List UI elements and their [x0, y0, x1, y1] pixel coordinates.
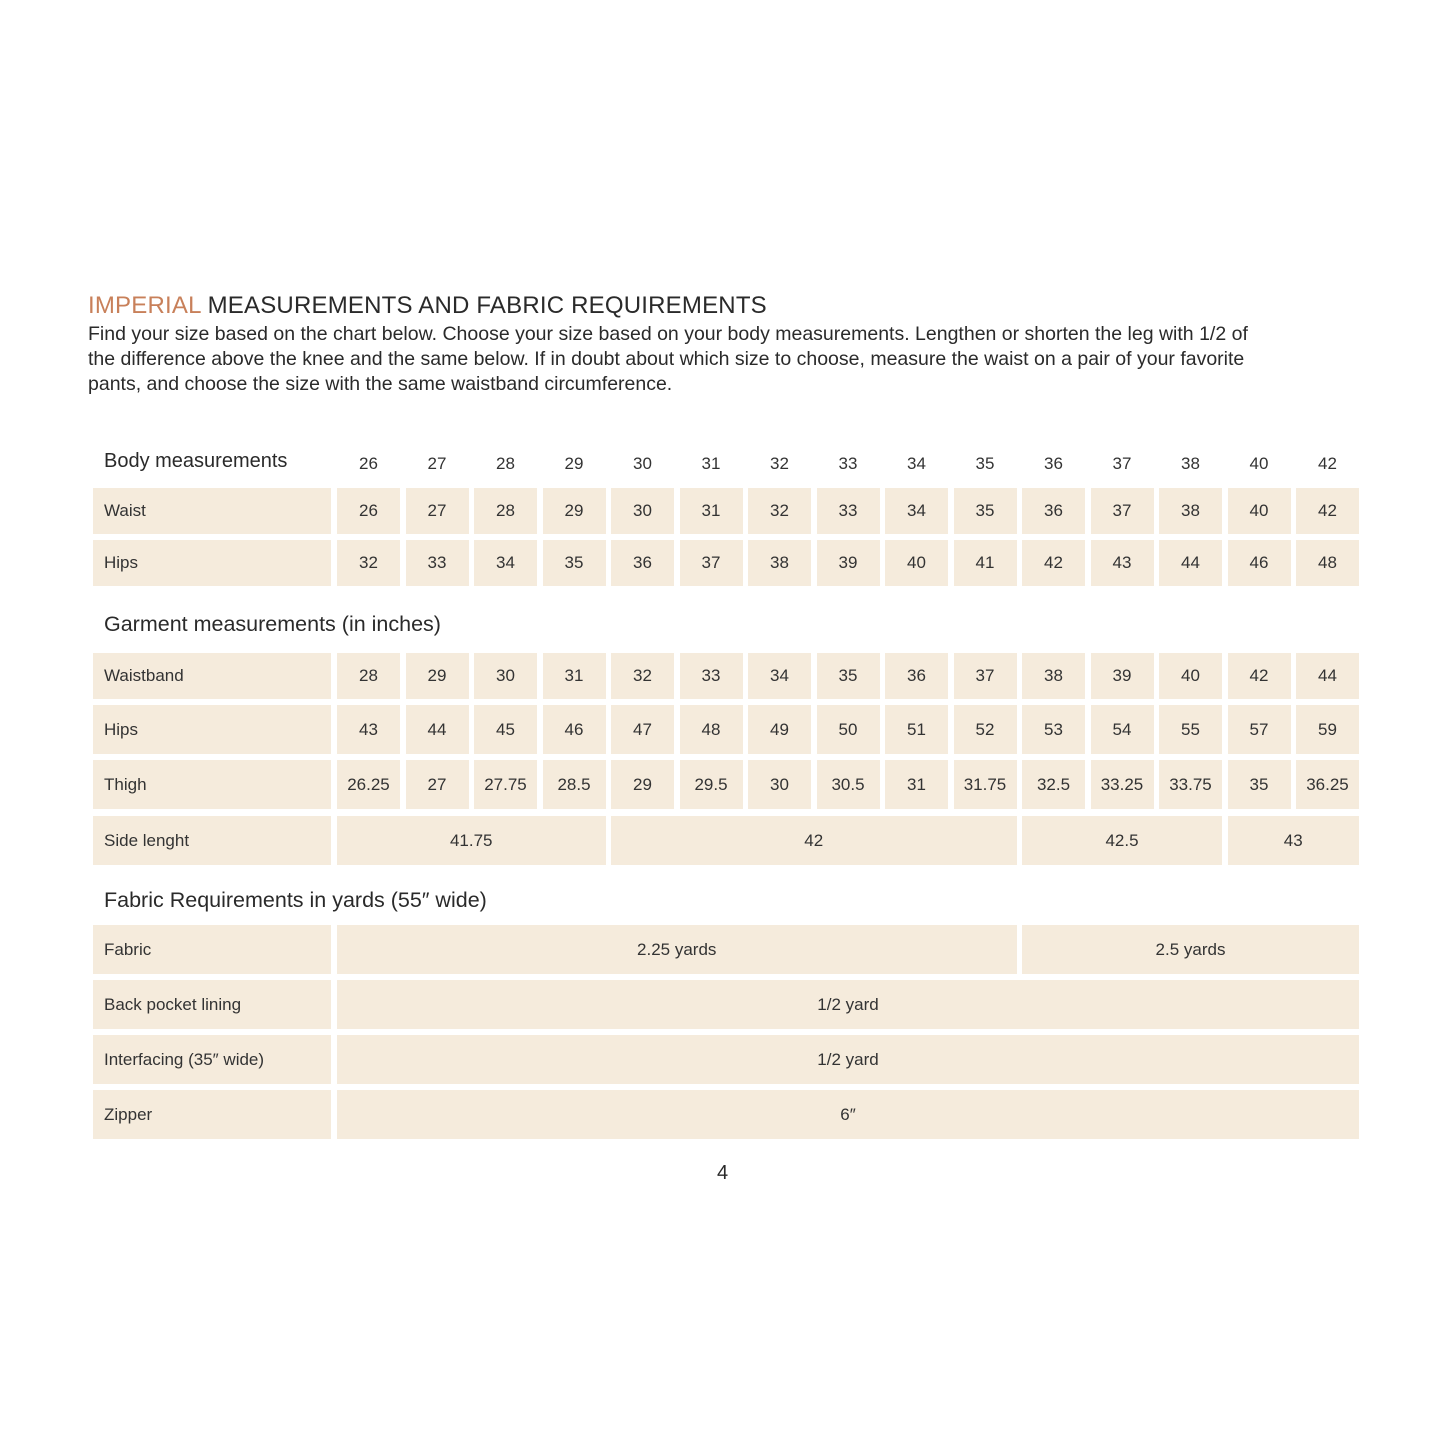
page-title: [88, 292, 767, 320]
size-header: 26: [359, 454, 378, 473]
row-label: Fabric: [93, 925, 331, 974]
table-cell: 35: [954, 488, 1017, 534]
table-cell: 32: [748, 488, 811, 534]
size-header: 40: [1249, 454, 1269, 473]
table-cell: 34: [748, 653, 811, 699]
size-header: 36: [1044, 454, 1063, 473]
size-header: 38: [1181, 454, 1200, 473]
table-cell: 35: [543, 540, 606, 586]
table-cell: 35: [817, 653, 880, 699]
table-cell: 48: [1296, 540, 1359, 586]
table-cell: 43: [1091, 540, 1154, 586]
table-cell: 57: [1228, 705, 1291, 754]
table-cell: 50: [817, 705, 880, 754]
size-header: 42: [1318, 454, 1337, 473]
table-cell: 52: [954, 705, 1017, 754]
table-cell: 33: [817, 488, 880, 534]
table-cell: 29: [611, 760, 674, 809]
table-cell: 53: [1022, 705, 1085, 754]
row-label: Thigh: [93, 760, 331, 809]
merged-cell: 6″: [337, 1090, 1359, 1139]
table-cell: 39: [817, 540, 880, 586]
table-cell: 31: [543, 653, 606, 699]
table-cell: 27.75: [474, 760, 537, 809]
merged-cell: 41.75: [337, 816, 606, 865]
table-cell: 44: [1296, 653, 1359, 699]
table-cell: 31: [885, 760, 948, 809]
table-cell: 28: [474, 488, 537, 534]
table-cell: 51: [885, 705, 948, 754]
table-cell: 38: [1022, 653, 1085, 699]
table-cell: 37: [680, 540, 743, 586]
table-cell: 38: [748, 540, 811, 586]
row-label: Zipper: [93, 1090, 331, 1139]
table-cell: 34: [885, 488, 948, 534]
table-cell: 42: [1296, 488, 1359, 534]
body-measurements-label: Body measurements: [104, 450, 288, 472]
table-cell: 55: [1159, 705, 1222, 754]
fabric-heading: Fabric Requirements in yards (55″ wide): [104, 888, 487, 912]
table-cell: 27: [406, 760, 469, 809]
merged-cell: 42.5: [1022, 816, 1222, 865]
size-header: 34: [907, 454, 926, 473]
size-header: 30: [633, 454, 652, 473]
page-number: 4: [716, 1162, 729, 1184]
intro-line: the difference above the knee and the same below. If in doubt about which size to choose, measure the waist on a pair of your favorite: [88, 348, 1245, 370]
table-cell: 28: [337, 653, 400, 699]
merged-cell: 1/2 yard: [337, 980, 1359, 1029]
table-cell: 27: [406, 488, 469, 534]
table-cell: 43: [337, 705, 400, 754]
table-cell: 29: [543, 488, 606, 534]
table-cell: 54: [1091, 705, 1154, 754]
size-header: 32: [770, 454, 789, 473]
merged-cell: 2.5 yards: [1022, 925, 1359, 974]
table-cell: 36: [885, 653, 948, 699]
table-cell: 37: [954, 653, 1017, 699]
table-cell: 28.5: [543, 760, 606, 809]
table-cell: 47: [611, 705, 674, 754]
table-cell: 45: [474, 705, 537, 754]
table-cell: 33: [680, 653, 743, 699]
row-label: Hips: [93, 705, 331, 754]
table-cell: 40: [1159, 653, 1222, 699]
table-cell: 48: [680, 705, 743, 754]
table-cell: 42: [1022, 540, 1085, 586]
table-cell: 36: [1022, 488, 1085, 534]
merged-cell: 1/2 yard: [337, 1035, 1359, 1084]
table-cell: 44: [1159, 540, 1222, 586]
merged-cell: 43: [1228, 816, 1360, 865]
table-cell: 32: [611, 653, 674, 699]
table-cell: 46: [543, 705, 606, 754]
table-cell: 30.5: [817, 760, 880, 809]
table-cell: 41: [954, 540, 1017, 586]
table-cell: 49: [748, 705, 811, 754]
merged-cell: 42: [611, 816, 1017, 865]
table-cell: 26.25: [337, 760, 400, 809]
row-label: Side lenght: [93, 816, 331, 865]
size-header: 35: [975, 454, 995, 473]
table-cell: 29.5: [680, 760, 743, 809]
table-cell: 33: [406, 540, 469, 586]
row-label: Interfacing (35″ wide): [93, 1035, 331, 1084]
row-label: Hips: [93, 540, 331, 586]
size-header: 29: [564, 454, 584, 473]
table-cell: 40: [1228, 488, 1291, 534]
table-cell: 32: [337, 540, 400, 586]
size-header: 27: [427, 454, 447, 473]
table-cell: 29: [406, 653, 469, 699]
table-cell: 30: [748, 760, 811, 809]
table-cell: 38: [1159, 488, 1222, 534]
table-cell: 59: [1296, 705, 1359, 754]
table-cell: 30: [611, 488, 674, 534]
row-label: Back pocket lining: [93, 980, 331, 1029]
table-cell: 44: [406, 705, 469, 754]
table-cell: 31: [680, 488, 743, 534]
size-header: 28: [496, 454, 515, 473]
table-cell: 33.25: [1091, 760, 1154, 809]
table-cell: 26: [337, 488, 400, 534]
title-rest: MEASUREMENTS AND FABRIC REQUIREMENTS: [200, 292, 767, 319]
garment-heading: Garment measurements (in inches): [104, 612, 441, 636]
intro-line: pants, and choose the size with the same waistband circumference.: [88, 373, 673, 395]
table-cell: 35: [1228, 760, 1291, 809]
table-cell: 46: [1228, 540, 1291, 586]
table-cell: 31.75: [954, 760, 1017, 809]
table-cell: 36: [611, 540, 674, 586]
table-cell: 32.5: [1022, 760, 1085, 809]
merged-cell: 2.25 yards: [337, 925, 1017, 974]
size-header: 31: [701, 454, 721, 473]
row-label: Waistband: [93, 653, 331, 699]
title-accent: IMPERIAL: [88, 292, 201, 319]
intro-line: Find your size based on the chart below. Choose your size based on your body measurements. Lengthen or shorten the leg with 1/2 of: [88, 323, 1248, 345]
table-cell: 40: [885, 540, 948, 586]
table-cell: 30: [474, 653, 537, 699]
size-header: 33: [838, 454, 858, 473]
table-cell: 42: [1228, 653, 1291, 699]
table-cell: 34: [474, 540, 537, 586]
size-header: 37: [1112, 454, 1132, 473]
table-cell: 37: [1091, 488, 1154, 534]
table-cell: 36.25: [1296, 760, 1359, 809]
table-cell: 33.75: [1159, 760, 1222, 809]
intro-paragraph: [88, 322, 1368, 397]
row-label: Waist: [93, 488, 331, 534]
table-cell: 39: [1091, 653, 1154, 699]
